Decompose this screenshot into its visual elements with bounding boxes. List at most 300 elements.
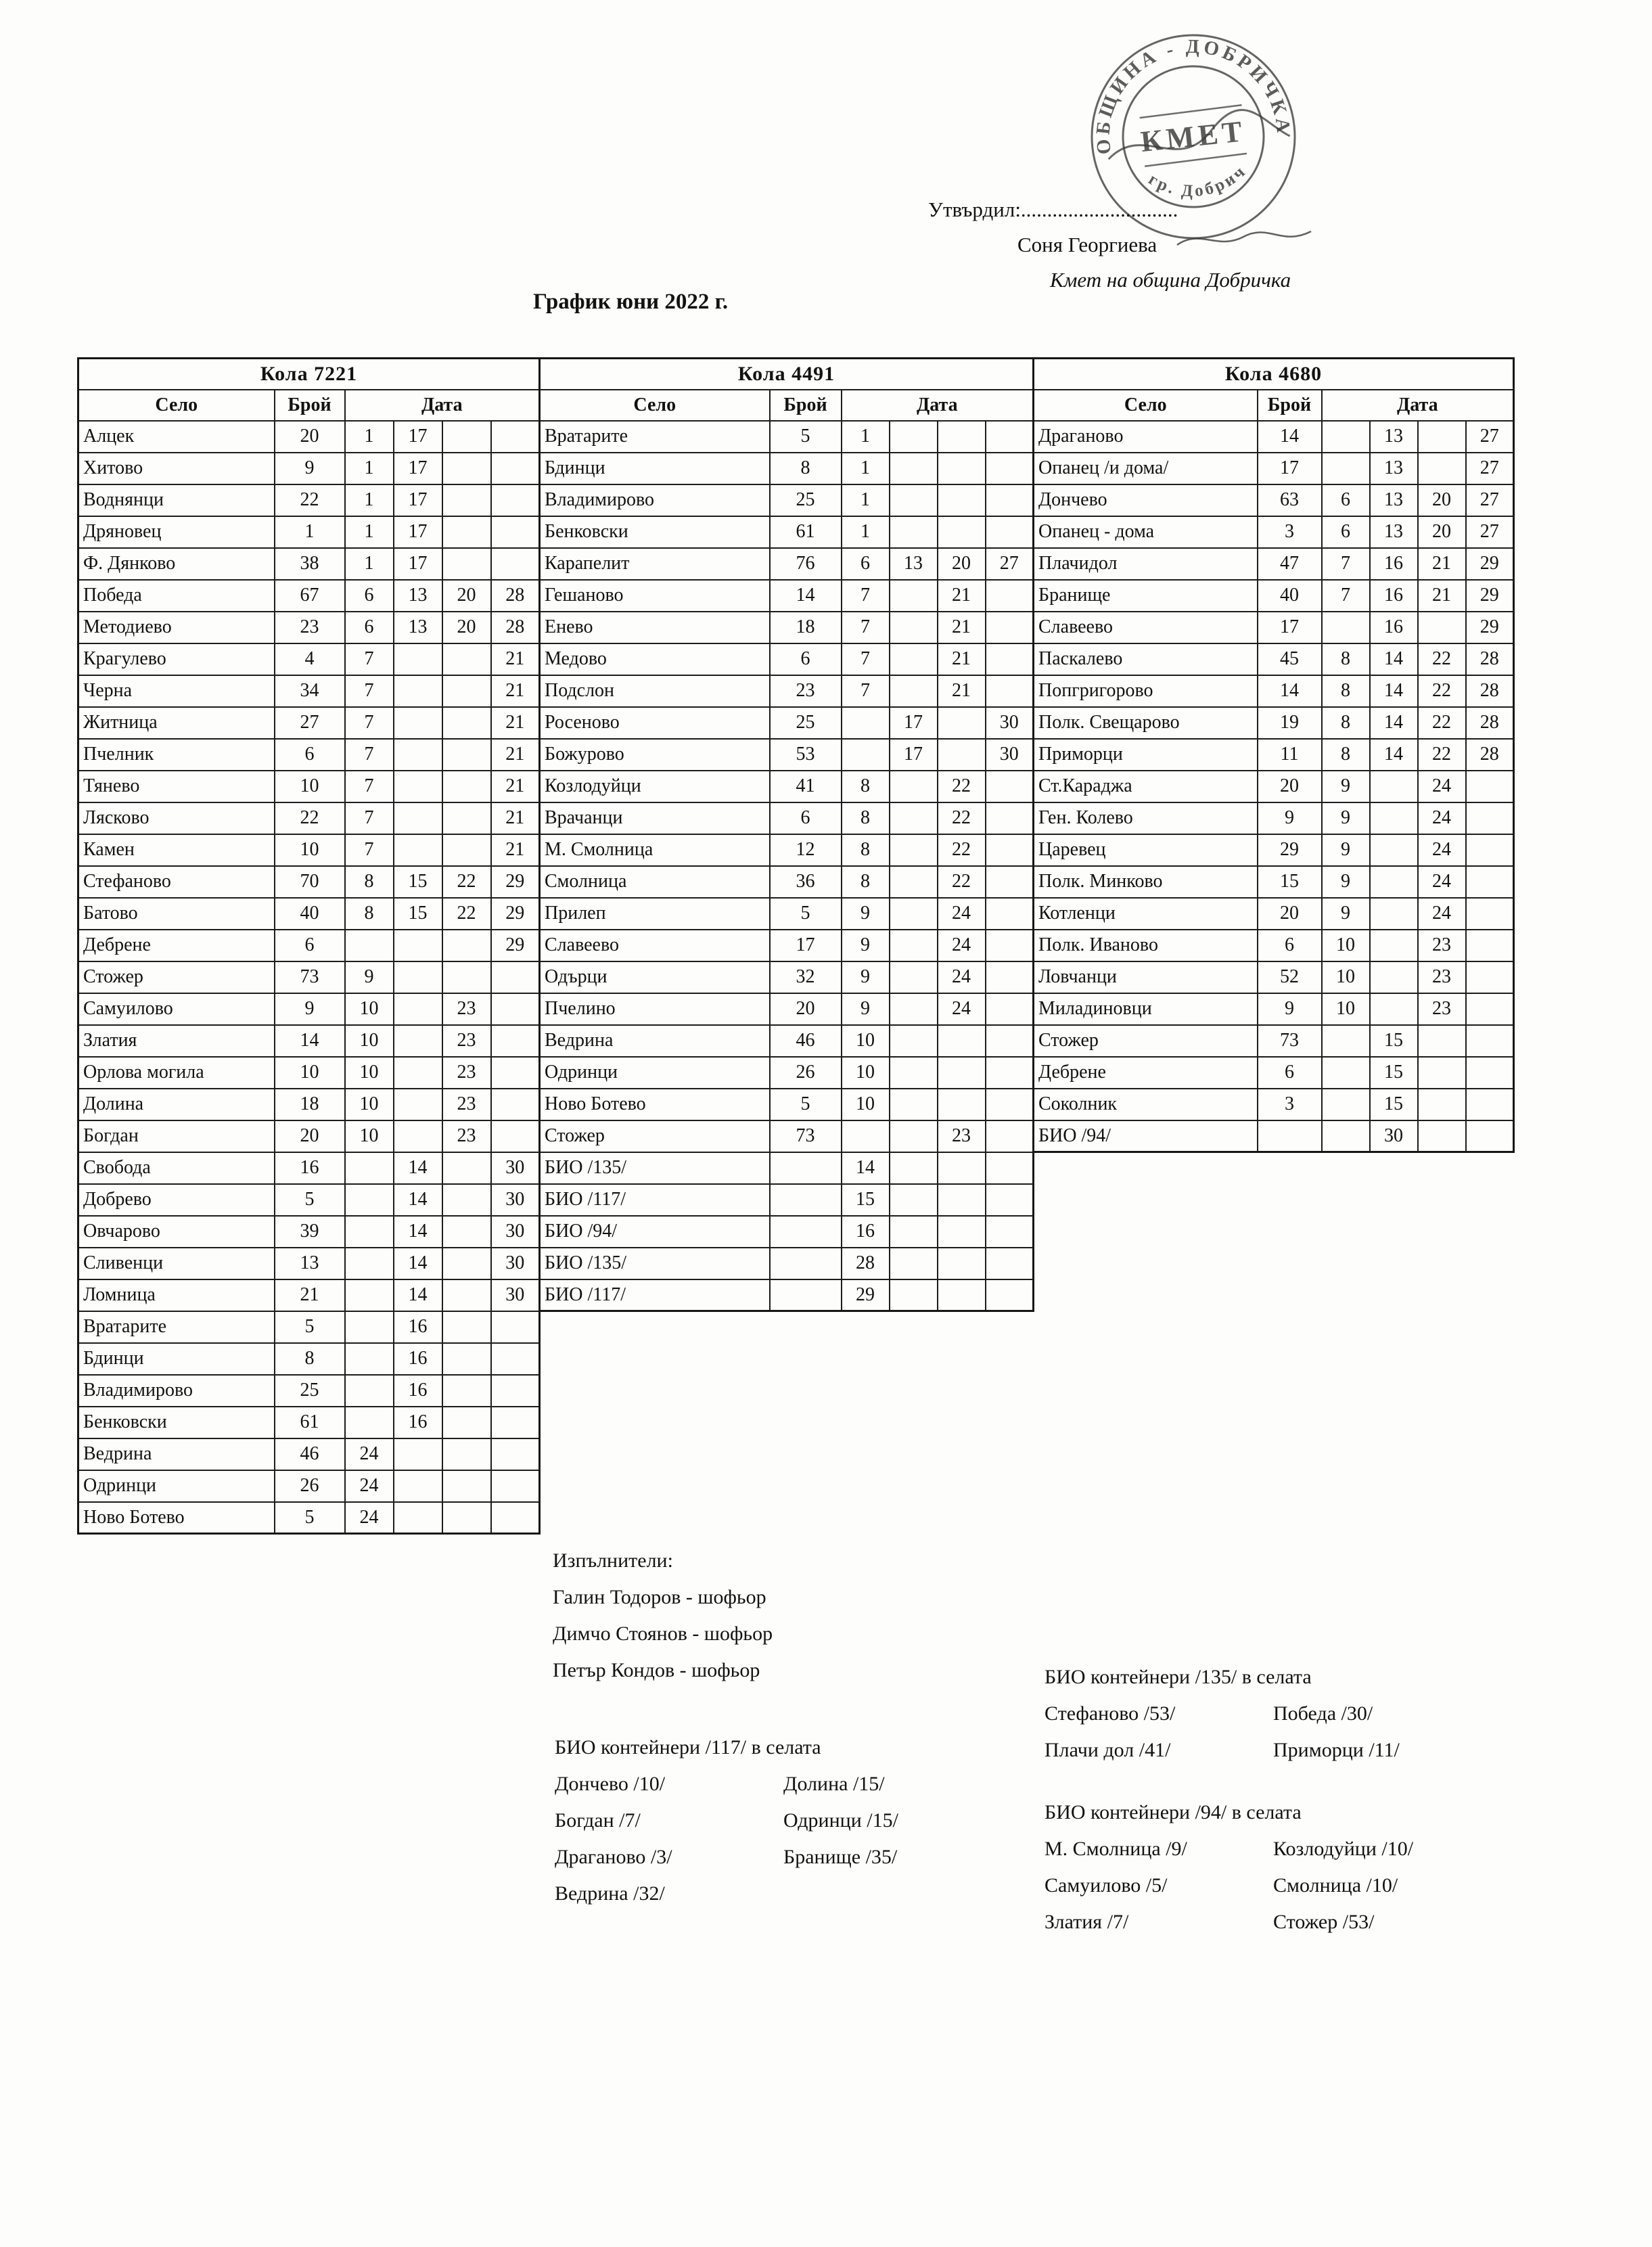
date-cell: 23 [1418,961,1466,993]
bio-block-rows [555,1766,1012,1912]
village-cell: Одърци [540,961,770,993]
date-cell [986,612,1034,643]
count-cell: 32 [770,961,842,993]
table-row [1034,739,1514,771]
count-cell: 17 [1258,612,1322,643]
table-row [78,1375,540,1407]
village-cell: Дряновец [78,516,275,548]
date-cell [394,802,442,834]
date-cell [986,1120,1034,1152]
date-cell [938,1184,986,1216]
count-cell: 6 [275,930,345,961]
table-row [78,421,540,453]
date-cell [1418,1089,1466,1120]
count-cell: 17 [1258,453,1322,484]
count-cell: 5 [275,1311,345,1343]
table-row [540,580,1034,612]
date-cell [986,643,1034,675]
village-cell: БИО /135/ [540,1152,770,1184]
date-cell: 24 [1418,898,1466,930]
date-cell [986,1089,1034,1120]
date-cell [1322,1120,1370,1152]
table-title-row [540,359,1034,390]
date-cell: 7 [1322,548,1370,580]
signature-scribble-icon [1173,225,1315,254]
date-cell [491,1057,540,1089]
date-cell: 29 [1466,612,1514,643]
village-cell: Прилеп [540,898,770,930]
date-cell: 10 [345,1120,394,1152]
date-cell [890,580,938,612]
count-cell: 20 [275,421,345,453]
date-cell: 9 [842,898,890,930]
date-cell [442,1311,491,1343]
date-cell [394,643,442,675]
date-cell [890,1025,938,1057]
village-cell: Вратарите [540,421,770,453]
count-cell: 45 [1258,643,1322,675]
date-cell [442,516,491,548]
count-cell: 26 [275,1470,345,1502]
date-cell: 17 [394,453,442,484]
count-cell: 18 [770,612,842,643]
village-cell: БИО /135/ [540,1248,770,1279]
date-cell: 8 [1322,739,1370,771]
bio-village-entry: Плачи дол /41/ [1045,1739,1171,1761]
village-cell: Ведрина [78,1438,275,1470]
date-cell: 7 [842,612,890,643]
village-cell: Стожер [1034,1025,1258,1057]
village-cell: Дончево [1034,484,1258,516]
date-cell: 22 [938,834,986,866]
village-cell: Вратарите [78,1311,275,1343]
date-cell [442,961,491,993]
table-row [78,1470,540,1502]
village-cell: Самуилово [78,993,275,1025]
date-cell: 30 [491,1248,540,1279]
village-cell: Опанец - дома [1034,516,1258,548]
table-row [78,1120,540,1152]
executor-line: Галин Тодоров - шофьор [553,1586,766,1608]
village-cell: Добрево [78,1184,275,1216]
date-cell: 8 [1322,707,1370,739]
date-cell [890,612,938,643]
date-cell [1418,1057,1466,1089]
date-cell: 22 [1418,643,1466,675]
count-cell: 61 [275,1407,345,1438]
date-cell: 13 [1370,484,1418,516]
count-cell: 20 [770,993,842,1025]
date-cell [938,453,986,484]
stamp-center-text: КМЕТ [1139,114,1248,159]
count-cell: 6 [770,643,842,675]
date-cell [394,771,442,802]
date-cell: 22 [1418,675,1466,707]
date-cell [986,1025,1034,1057]
village-cell: Дебрене [1034,1057,1258,1089]
table-header-row [78,390,540,421]
village-cell: Опанец /и дома/ [1034,453,1258,484]
date-cell: 8 [345,866,394,898]
date-cell [890,453,938,484]
date-cell: 7 [345,802,394,834]
table-row [540,771,1034,802]
date-cell: 22 [1418,707,1466,739]
table-row [540,707,1034,739]
table-row [78,484,540,516]
date-cell: 7 [345,643,394,675]
schedule-table-kola-4491 [538,357,1034,1312]
col-header-village: Село [1034,390,1258,421]
table-row [540,453,1034,484]
bio-block-rows [1045,1831,1502,1940]
col-header-village: Село [540,390,770,421]
date-cell [1418,1025,1466,1057]
date-cell [986,675,1034,707]
village-cell: Одринци [540,1057,770,1089]
date-cell [986,993,1034,1025]
village-cell: БИО /94/ [540,1216,770,1248]
date-cell: 1 [345,453,394,484]
village-cell: Миладиновци [1034,993,1258,1025]
bio-row [1045,1732,1502,1769]
date-cell: 14 [842,1152,890,1184]
date-cell: 6 [345,580,394,612]
date-cell: 24 [1418,866,1466,898]
count-cell: 40 [275,898,345,930]
date-cell [345,1248,394,1279]
date-cell [345,1184,394,1216]
date-cell [1322,421,1370,453]
count-cell: 25 [770,707,842,739]
date-cell [1370,993,1418,1025]
date-cell: 15 [842,1184,890,1216]
village-cell: Бранище [1034,580,1258,612]
date-cell: 28 [491,580,540,612]
bio-village-entry: Стожер /53/ [1273,1911,1375,1933]
village-cell: Одринци [78,1470,275,1502]
date-cell: 9 [842,930,890,961]
table-row [78,1438,540,1470]
village-cell: Ведрина [540,1025,770,1057]
date-cell: 23 [442,1089,491,1120]
bio-village-entry: Самуилово /5/ [1045,1874,1168,1897]
executors-block [553,1543,773,1689]
date-cell: 21 [938,580,986,612]
count-cell: 73 [275,961,345,993]
date-cell: 17 [394,548,442,580]
village-cell: Овчарово [78,1216,275,1248]
date-cell [345,930,394,961]
count-cell: 5 [275,1502,345,1534]
date-cell: 16 [394,1375,442,1407]
date-cell [345,1375,394,1407]
count-cell: 3 [1258,516,1322,548]
table-row [540,1184,1034,1216]
date-cell: 9 [1322,834,1370,866]
count-cell: 5 [275,1184,345,1216]
date-cell [442,739,491,771]
bio-row [1045,1831,1502,1867]
table-row [78,739,540,771]
approver-name [1017,227,1442,263]
date-cell [394,834,442,866]
date-cell: 15 [394,866,442,898]
date-cell [442,802,491,834]
village-cell: Гешаново [540,580,770,612]
date-cell [986,1184,1034,1216]
village-cell: Подслон [540,675,770,707]
date-cell [491,1343,540,1375]
date-cell [1322,612,1370,643]
date-cell [1370,771,1418,802]
date-cell [442,1438,491,1470]
table-row [1034,961,1514,993]
date-cell: 1 [345,548,394,580]
date-cell [890,421,938,453]
date-cell: 8 [842,802,890,834]
date-cell: 27 [1466,484,1514,516]
date-cell: 1 [345,421,394,453]
date-cell [491,1089,540,1120]
village-cell: Смолница [540,866,770,898]
table-row [78,643,540,675]
date-cell: 6 [1322,484,1370,516]
bio-row [555,1766,1012,1802]
date-cell [938,421,986,453]
date-cell: 7 [1322,580,1370,612]
date-cell: 17 [394,484,442,516]
date-cell [442,1184,491,1216]
village-cell: БИО /117/ [540,1279,770,1311]
date-cell [1466,930,1514,961]
date-cell [890,961,938,993]
date-cell: 30 [491,1152,540,1184]
village-cell: Бенковски [78,1407,275,1438]
table-header-row [1034,390,1514,421]
date-cell: 21 [938,612,986,643]
date-cell: 14 [394,1152,442,1184]
date-cell [1322,1057,1370,1089]
count-cell: 5 [770,1089,842,1120]
count-cell: 39 [275,1216,345,1248]
date-cell [491,1470,540,1502]
village-cell: Крагулево [78,643,275,675]
village-cell: Житница [78,707,275,739]
date-cell [1466,1120,1514,1152]
date-cell: 27 [986,548,1034,580]
bio-row [1045,1696,1502,1732]
date-cell: 10 [345,993,394,1025]
date-cell [1370,834,1418,866]
table-row [540,484,1034,516]
count-cell [1258,1120,1322,1152]
date-cell [890,1152,938,1184]
date-cell: 7 [345,675,394,707]
count-cell: 14 [1258,421,1322,453]
table-row [78,993,540,1025]
col-header-count: Брой [275,390,345,421]
count-cell: 20 [275,1120,345,1152]
date-cell: 23 [442,1025,491,1057]
village-cell: Стожер [540,1120,770,1152]
table-row [540,612,1034,643]
date-cell: 21 [1418,548,1466,580]
bio-village-entry: Ведрина /32/ [555,1882,665,1905]
bio-village-entry: Победа /30/ [1273,1702,1373,1725]
date-cell: 13 [394,612,442,643]
date-cell [394,1025,442,1057]
village-cell: Свобода [78,1152,275,1184]
date-cell [442,643,491,675]
village-cell: Славеево [1034,612,1258,643]
executor-line: Петър Кондов - шофьор [553,1659,760,1681]
count-cell: 29 [1258,834,1322,866]
date-cell [394,1120,442,1152]
date-cell: 14 [394,1279,442,1311]
table-row [1034,1089,1514,1120]
date-cell [491,1438,540,1470]
date-cell: 23 [938,1120,986,1152]
date-cell [842,707,890,739]
date-cell: 22 [938,802,986,834]
bio-block-title: БИО контейнери /135/ в селата [1045,1666,1312,1688]
date-cell: 22 [442,866,491,898]
date-cell [890,1089,938,1120]
date-cell: 6 [1322,516,1370,548]
bio-block-title: БИО контейнери /117/ в селата [555,1736,821,1758]
village-cell: Батово [78,898,275,930]
village-cell: Ново Ботево [78,1502,275,1534]
village-cell: Алцек [78,421,275,453]
date-cell: 21 [491,771,540,802]
date-cell: 28 [1466,643,1514,675]
date-cell: 15 [1370,1089,1418,1120]
date-cell: 9 [345,961,394,993]
village-cell: Царевец [1034,834,1258,866]
table-title-row [1034,359,1514,390]
date-cell: 16 [1370,612,1418,643]
date-cell [1466,834,1514,866]
date-cell: 27 [1466,453,1514,484]
date-cell: 21 [938,643,986,675]
date-cell [394,707,442,739]
village-cell: Росеново [540,707,770,739]
date-cell [491,1120,540,1152]
date-cell [1466,1025,1514,1057]
date-cell: 7 [842,580,890,612]
date-cell [394,930,442,961]
table-row [1034,834,1514,866]
date-cell: 14 [1370,643,1418,675]
bio-block-94 [1045,1794,1502,1940]
date-cell [890,1248,938,1279]
table-row [1034,1057,1514,1089]
count-cell: 38 [275,548,345,580]
village-cell: Владимирово [78,1375,275,1407]
village-cell: Полк. Иваново [1034,930,1258,961]
count-cell: 47 [1258,548,1322,580]
col-header-date: Дата [1322,390,1514,421]
date-cell: 1 [345,484,394,516]
date-cell: 15 [394,898,442,930]
date-cell [1322,453,1370,484]
village-cell: Победа [78,580,275,612]
date-cell [938,1279,986,1311]
date-cell [986,1057,1034,1089]
bio-row [1045,1867,1502,1904]
date-cell: 9 [1322,802,1370,834]
table-row [540,1120,1034,1152]
date-cell [890,1216,938,1248]
date-cell [986,771,1034,802]
date-cell [442,1343,491,1375]
count-cell [770,1279,842,1311]
date-cell: 22 [1418,739,1466,771]
table-title: Кола 7221 [78,359,540,390]
date-cell: 24 [938,898,986,930]
village-cell: Пчелино [540,993,770,1025]
count-cell: 63 [1258,484,1322,516]
count-cell: 6 [1258,1057,1322,1089]
date-cell [890,802,938,834]
date-cell [1466,1057,1514,1089]
date-cell: 10 [345,1089,394,1120]
date-cell: 7 [842,675,890,707]
date-cell: 29 [1466,580,1514,612]
bio-village-entry [783,1876,1012,1912]
table-row [540,834,1034,866]
date-cell: 24 [938,930,986,961]
table-row [540,930,1034,961]
approval-line: Утвърдил:.............................. [928,198,1178,221]
village-cell: Ст.Караджа [1034,771,1258,802]
date-cell: 24 [1418,834,1466,866]
village-cell: Хитово [78,453,275,484]
date-cell [394,1502,442,1534]
date-cell: 8 [345,898,394,930]
date-cell: 6 [345,612,394,643]
count-cell: 4 [275,643,345,675]
date-cell: 8 [1322,643,1370,675]
date-cell [986,580,1034,612]
village-cell: Дебрене [78,930,275,961]
count-cell: 14 [1258,675,1322,707]
table-row [78,1057,540,1089]
date-cell: 17 [394,516,442,548]
date-cell: 9 [842,961,890,993]
date-cell [491,1407,540,1438]
date-cell: 22 [938,771,986,802]
date-cell [491,484,540,516]
schedule-table-kola-7221 [77,357,541,1535]
table-row [78,834,540,866]
date-cell: 13 [1370,516,1418,548]
date-cell: 23 [1418,993,1466,1025]
date-cell: 9 [1322,866,1370,898]
schedule-table-kola-4680 [1032,357,1515,1153]
date-cell [1322,1089,1370,1120]
table-row [78,580,540,612]
date-cell [1370,866,1418,898]
date-cell [1466,898,1514,930]
date-cell [890,1184,938,1216]
date-cell: 21 [491,802,540,834]
date-cell [491,421,540,453]
table-row [1034,580,1514,612]
table-row [78,548,540,580]
date-cell: 30 [1370,1120,1418,1152]
